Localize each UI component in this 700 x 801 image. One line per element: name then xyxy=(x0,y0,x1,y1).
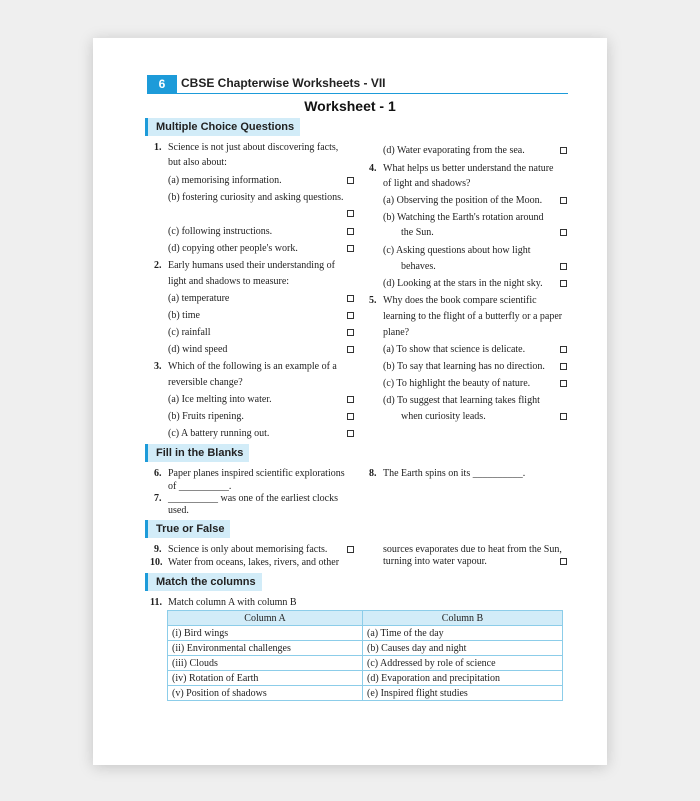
table-header-row xyxy=(168,611,563,626)
option-text: (c) A battery running out. xyxy=(168,428,270,439)
section-heading-match: Match the columns xyxy=(145,573,262,591)
option-text: (b) Fruits ripening. xyxy=(168,411,244,422)
table-row xyxy=(168,671,563,686)
question-number: 3. xyxy=(154,361,162,372)
question-number: 4. xyxy=(369,163,377,174)
column-b-cell: (d) Evaporation and precipitation xyxy=(363,671,563,686)
option-text: (d) wind speed xyxy=(168,344,228,355)
option-text: (a) temperature xyxy=(168,293,230,304)
answer-checkbox[interactable] xyxy=(560,380,567,387)
column-b-cell: (a) Time of the day xyxy=(363,626,563,641)
question-number: 10. xyxy=(150,557,163,568)
option-text: (d) copying other people's work. xyxy=(168,243,298,254)
question-number: 9. xyxy=(154,544,162,555)
option-text: (d) Water evaporating from the sea. xyxy=(383,145,525,156)
question-number: 1. xyxy=(154,142,162,153)
question-text: plane? xyxy=(383,327,410,338)
answer-checkbox[interactable] xyxy=(560,147,567,154)
option-text: when curiosity leads. xyxy=(401,411,486,422)
question-text: Why does the book compare scientific xyxy=(383,295,537,306)
option-text: (c) rainfall xyxy=(168,327,211,338)
answer-checkbox[interactable] xyxy=(347,329,354,336)
question-number: 5. xyxy=(369,295,377,306)
question-text: Match column A with column B xyxy=(168,597,297,608)
column-a-cell: (v) Position of shadows xyxy=(168,686,363,701)
column-a-cell: (iii) Clouds xyxy=(168,656,363,671)
answer-checkbox[interactable] xyxy=(347,210,354,217)
answer-checkbox[interactable] xyxy=(560,413,567,420)
answer-checkbox[interactable] xyxy=(347,413,354,420)
option-text: behaves. xyxy=(401,261,436,272)
option-text: (a) Ice melting into water. xyxy=(168,394,272,405)
option-text: (b) To say that learning has no direction. xyxy=(383,361,545,372)
question-text: The Earth spins on its __________. xyxy=(383,468,526,479)
column-b-cell: (c) Addressed by role of science xyxy=(363,656,563,671)
answer-checkbox[interactable] xyxy=(560,263,567,270)
answer-checkbox[interactable] xyxy=(347,546,354,553)
option-text: (c) Asking questions about how light xyxy=(383,245,531,256)
option-text: (a) memorising information. xyxy=(168,175,282,186)
question-number: 11. xyxy=(150,597,162,608)
question-number: 2. xyxy=(154,260,162,271)
section-heading-fill: Fill in the Blanks xyxy=(145,444,249,462)
question-text: sources evaporates due to heat from the Sun, xyxy=(383,544,562,555)
answer-checkbox[interactable] xyxy=(560,558,567,565)
question-text: Early humans used their understanding of xyxy=(168,260,335,271)
worksheet-page xyxy=(93,38,607,765)
answer-checkbox[interactable] xyxy=(347,177,354,184)
question-text: __________ was one of the earliest clocks xyxy=(168,493,338,504)
answer-checkbox[interactable] xyxy=(560,280,567,287)
question-text: Science is only about memorising facts. xyxy=(168,544,328,555)
question-text: Water from oceans, lakes, rivers, and other xyxy=(168,557,340,568)
column-a-cell: (i) Bird wings xyxy=(168,626,363,641)
column-a-cell: (ii) Environmental challenges xyxy=(168,641,363,656)
question-number: 6. xyxy=(154,468,162,479)
question-text: Science is not just about discovering facts, xyxy=(168,142,339,153)
question-text: learning to the flight of a butterfly or a paper xyxy=(383,311,563,322)
question-text: turning into water vapour. xyxy=(383,556,487,567)
option-text: (a) To show that science is delicate. xyxy=(383,344,526,355)
answer-checkbox[interactable] xyxy=(560,229,567,236)
answer-checkbox[interactable] xyxy=(560,346,567,353)
column-a-header: Column A xyxy=(168,611,363,626)
column-a-cell: (iv) Rotation of Earth xyxy=(168,671,363,686)
question-text: but also about: xyxy=(168,157,227,168)
option-text: the Sun. xyxy=(401,227,434,238)
question-text: used. xyxy=(168,505,189,516)
worksheet-title: Worksheet - 1 xyxy=(304,98,396,114)
column-b-cell: (e) Inspired flight studies xyxy=(363,686,563,701)
answer-checkbox[interactable] xyxy=(560,197,567,204)
column-b-cell: (b) Causes day and night xyxy=(363,641,563,656)
option-text: (a) Observing the position of the Moon. xyxy=(383,195,543,206)
option-text: (b) Watching the Earth's rotation around xyxy=(383,212,544,223)
question-text: What helps us better understand the nature xyxy=(383,163,554,174)
option-text: (b) time xyxy=(168,310,200,321)
option-text: (c) following instructions. xyxy=(168,226,273,237)
answer-checkbox[interactable] xyxy=(560,363,567,370)
table-row xyxy=(168,656,563,671)
header-divider xyxy=(147,93,568,94)
page-number: 6 xyxy=(147,75,177,93)
option-text: (d) Looking at the stars in the night sky. xyxy=(383,278,543,289)
question-text: of light and shadows? xyxy=(383,178,471,189)
answer-checkbox[interactable] xyxy=(347,312,354,319)
answer-checkbox[interactable] xyxy=(347,346,354,353)
question-text: Which of the following is an example of a xyxy=(168,361,337,372)
option-text: (b) fostering curiosity and asking questions. xyxy=(168,192,344,203)
table-row xyxy=(168,686,563,701)
answer-checkbox[interactable] xyxy=(347,245,354,252)
question-text: of __________. xyxy=(168,481,232,492)
section-heading-tf: True or False xyxy=(145,520,230,538)
column-b-header: Column B xyxy=(363,611,563,626)
question-number: 8. xyxy=(369,468,377,479)
option-text: (c) To highlight the beauty of nature. xyxy=(383,378,531,389)
question-number: 7. xyxy=(154,493,162,504)
option-text: (d) To suggest that learning takes flight xyxy=(383,395,540,406)
question-text: reversible change? xyxy=(168,377,243,388)
question-text: light and shadows to measure: xyxy=(168,276,290,287)
answer-checkbox[interactable] xyxy=(347,430,354,437)
table-row xyxy=(168,641,563,656)
answer-checkbox[interactable] xyxy=(347,295,354,302)
table-row xyxy=(168,626,563,641)
section-heading-mcq: Multiple Choice Questions xyxy=(145,118,300,136)
question-text: Paper planes inspired scientific explorations xyxy=(168,468,345,479)
book-title: CBSE Chapterwise Worksheets - VII xyxy=(181,76,386,90)
answer-checkbox[interactable] xyxy=(347,396,354,403)
match-table xyxy=(167,610,563,701)
answer-checkbox[interactable] xyxy=(347,228,354,235)
